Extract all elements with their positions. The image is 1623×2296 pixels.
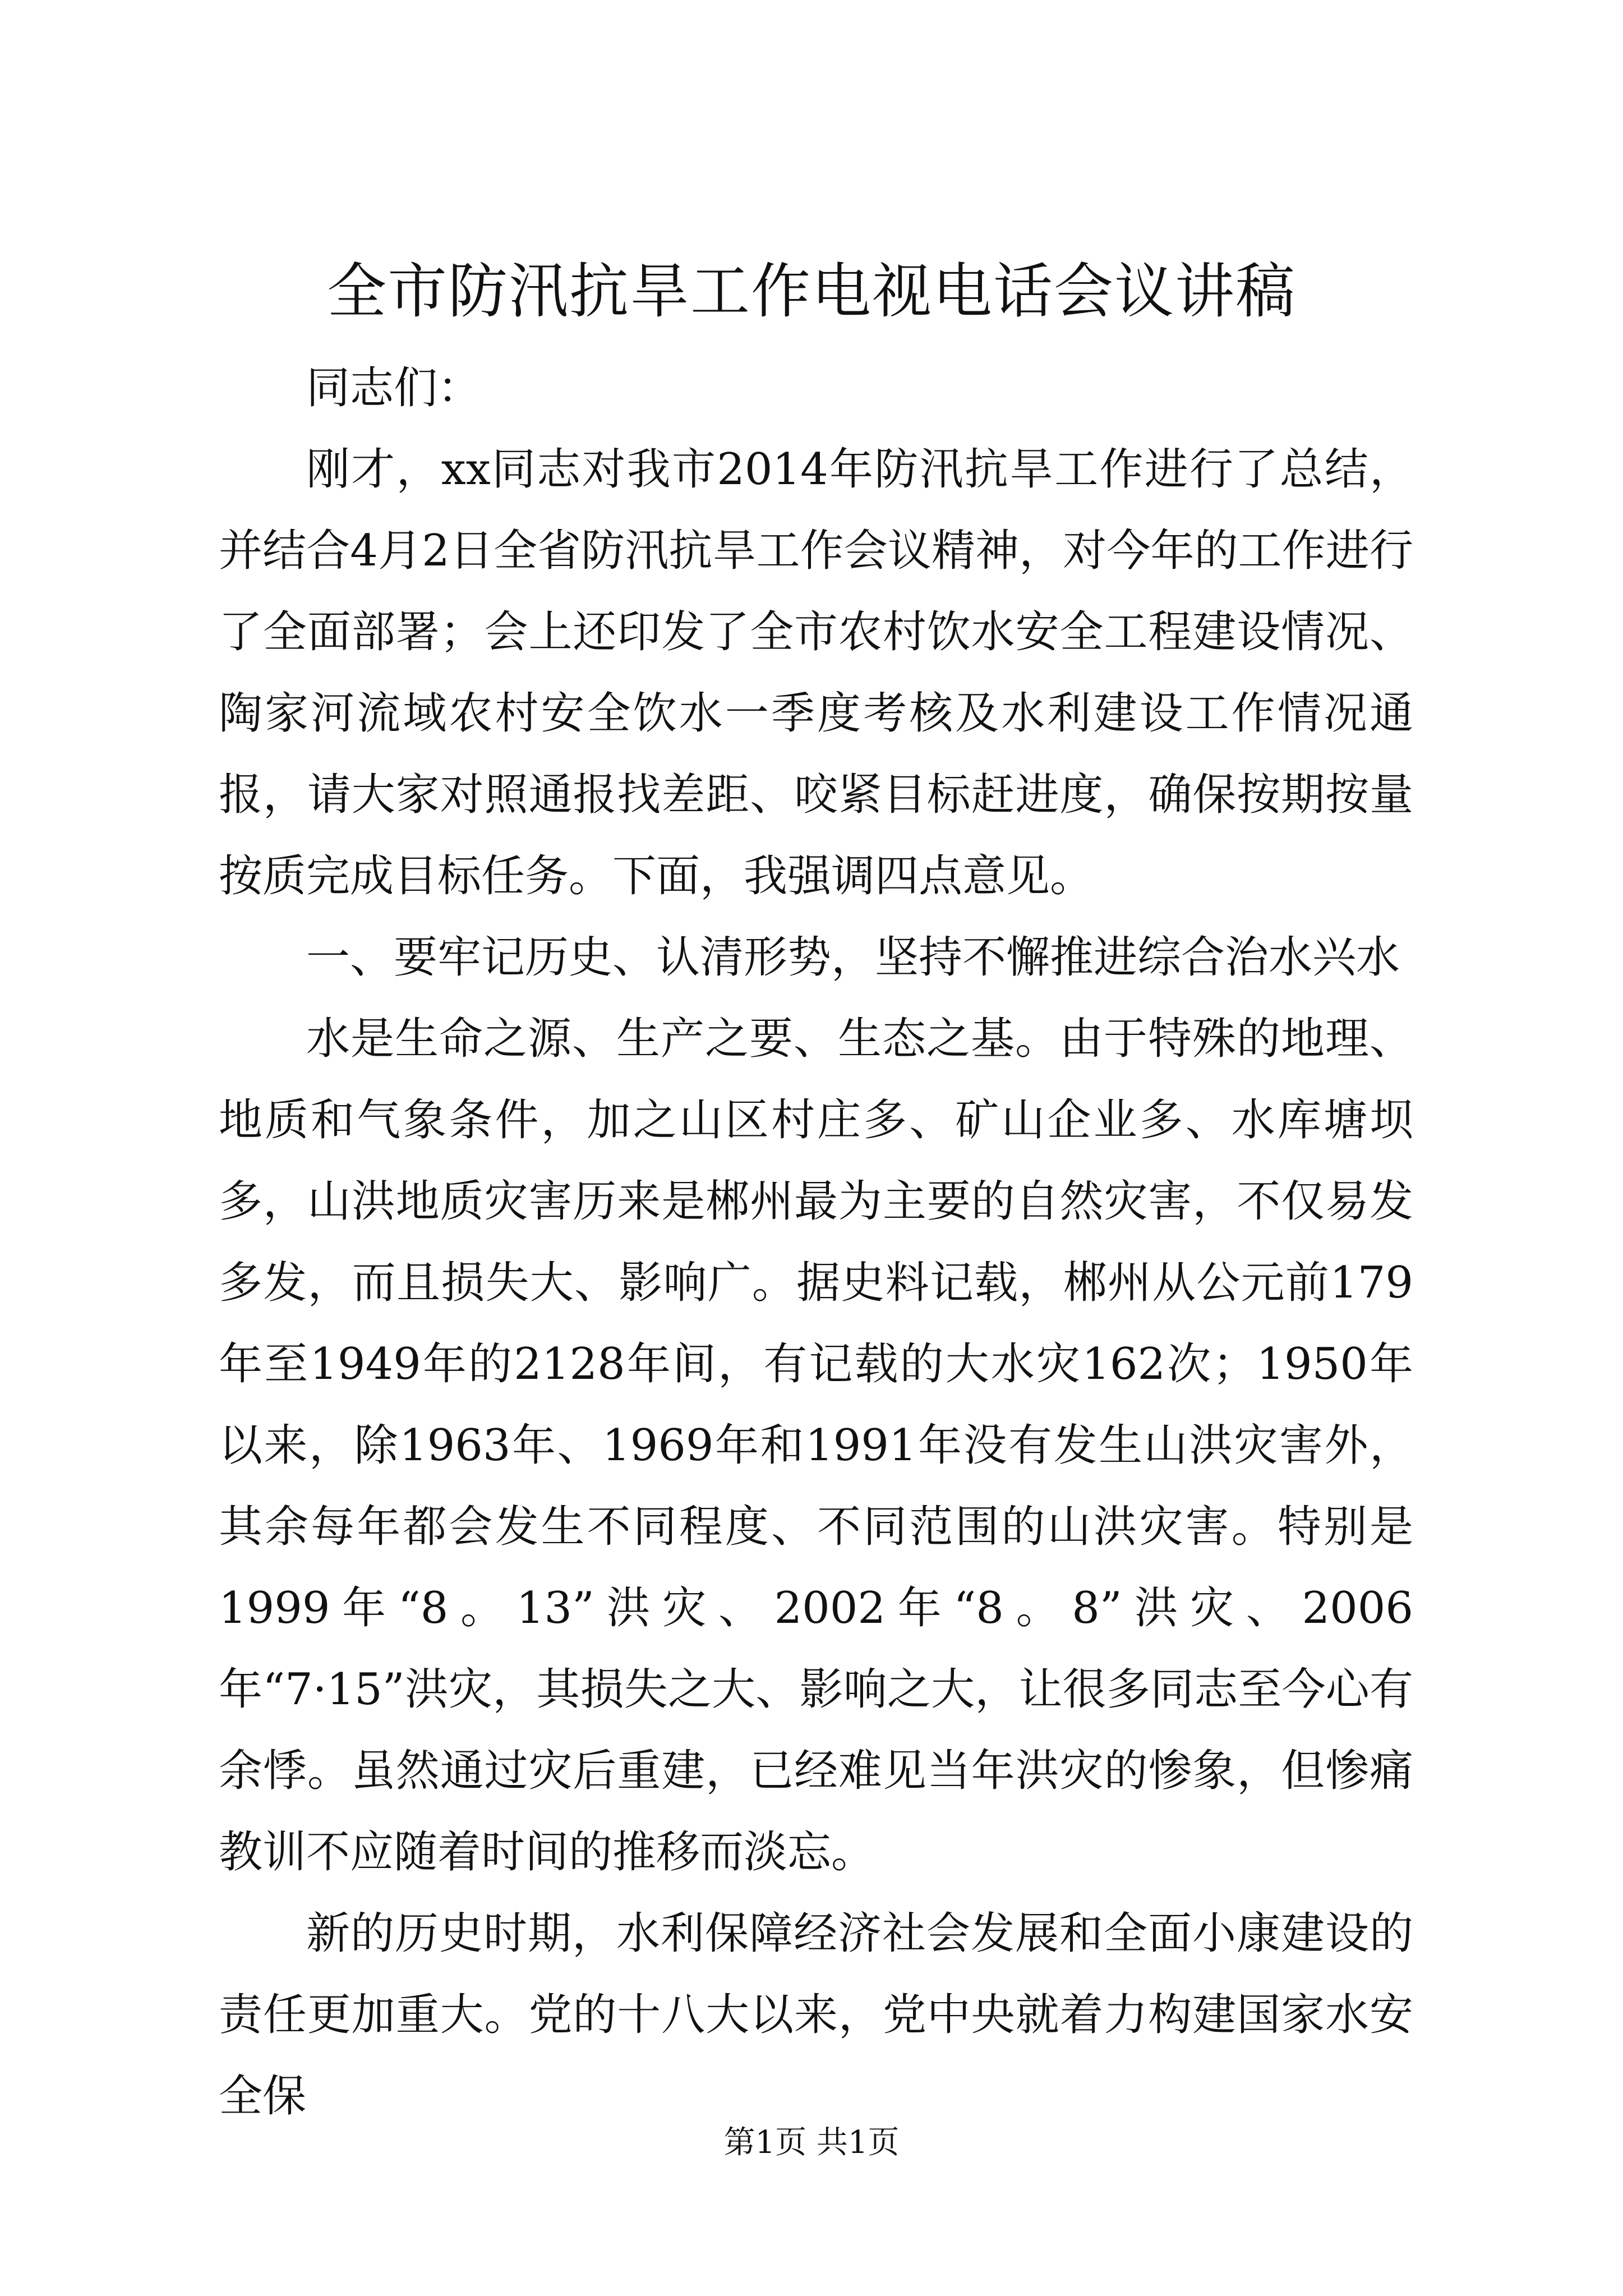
section-heading: 一、要牢记历史、认清形势，坚持不懈推进综合治水兴水 <box>306 932 1400 983</box>
history-paragraph: 水是生命之源、生产之要、生态之基。由于特殊的地理、地质和气象条件，加之山区村庄多、矿山企业多、水库塘坝多，山洪地质灾害历来是郴州最为主要的自然灾害，不仅易发多发，而且损失大、影响广。据史料记载，郴州从公元前179年至1949年的2128年间，有记载的大水灾162次；1950年以来，除1963年、1969年和1991年没有发生山洪灾害外，其余每年都会发生不同程度、不同范围的山洪灾害。特别是1999年“8。13”洪灾、2002年“8。8”洪灾、2006年“7·15”洪灾，其损失之大、影响之大，让很多同志至今心有余悸。虽然通过灾后重建，已经难见当年洪灾的惨象，但惨痛教训不应随着时间的推移而淡忘。 <box>219 1014 1413 1878</box>
page-number-footer: 第1页 共1页 <box>723 2124 900 2161</box>
greeting-paragraph: 同志们： <box>306 363 482 413</box>
new-era-paragraph: 新的历史时期，水利保障经济社会发展和全面小康建设的责任更加重大。党的十八大以来，党中央就着力构建国家水安全保 <box>219 1908 1413 2122</box>
document-body <box>219 348 1413 2137</box>
document-title: 全市防汛抗旱工作电视电话会议讲稿 <box>327 257 1296 326</box>
intro-paragraph: 刚才，xx同志对我市2014年防汛抗旱工作进行了总结，并结合4月2日全省防汛抗旱工作会议精神，对今年的工作进行了全面部署；会上还印发了全市农村饮水安全工程建设情况、陶家河流域农村安全饮水一季度考核及水利建设工作情况通报，请大家对照通报找差距、咬紧目标赶进度，确保按期按量按质完成目标任务。下面，我强调四点意见。 <box>219 444 1413 901</box>
